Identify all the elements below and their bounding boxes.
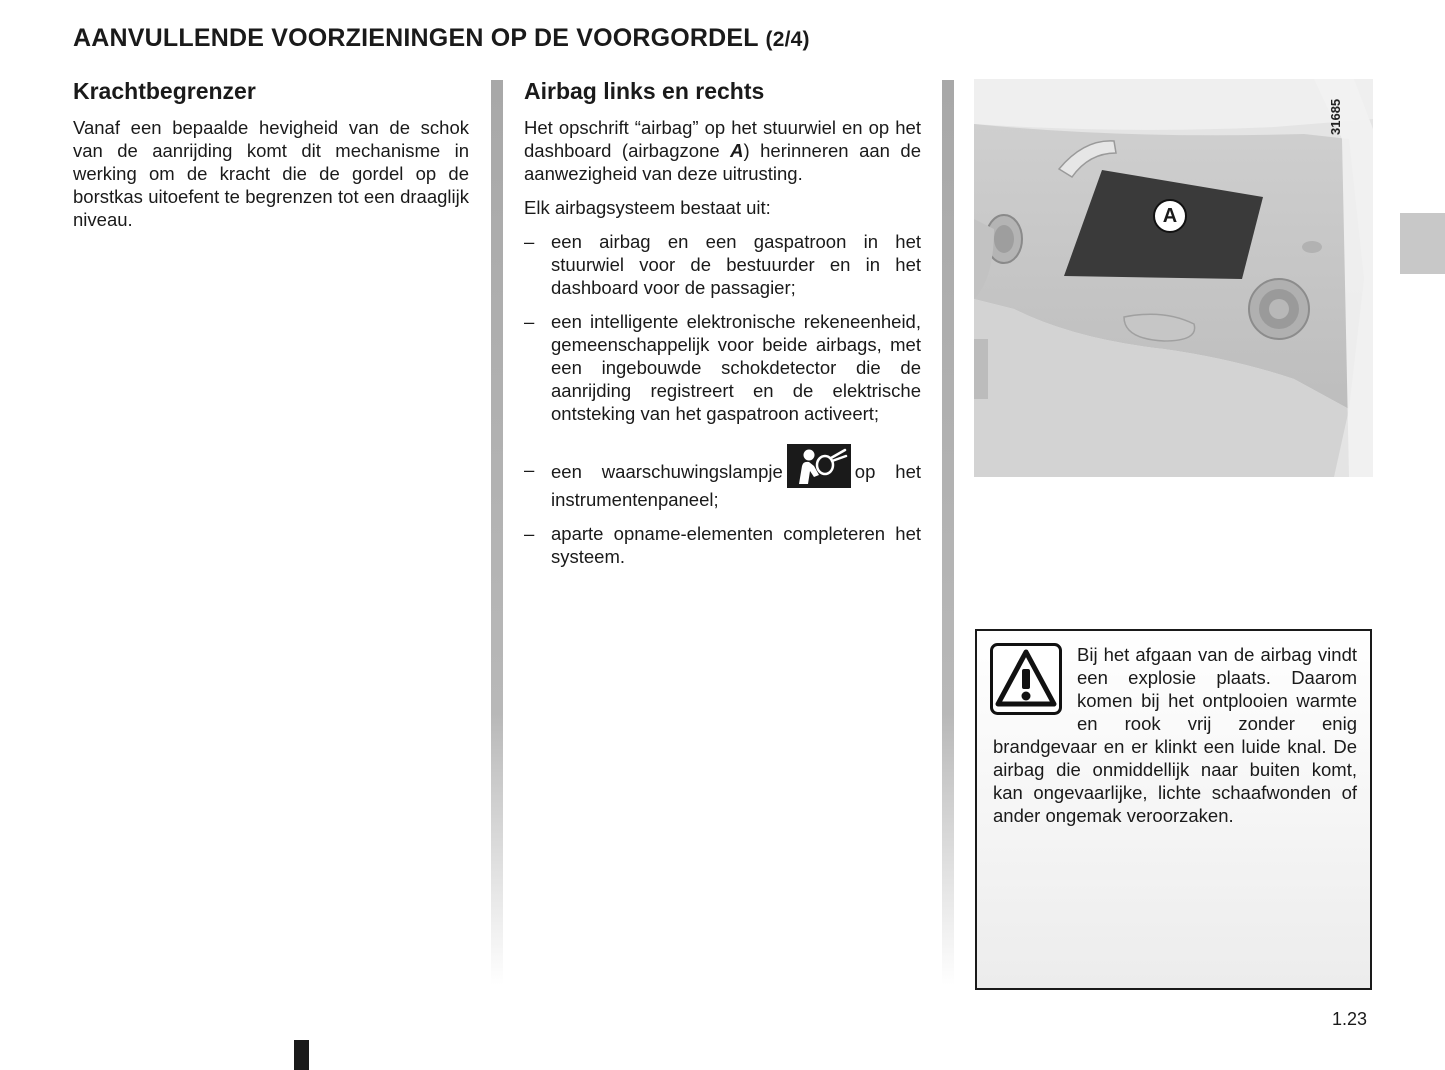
title-part: (2/4) <box>765 28 810 51</box>
warning-text: Bij het afgaan van de airbag vindt een explosie plaats. Daarom komen bij het ontplooien warmte en rook vrij zonder enig brandgevaar en er klinkt een luide knal. De airbag die onmiddellijk naar buiten komt, kan ongevaarlijke, lichte schaafwonden of ander ongemak veroorzaken. <box>993 644 1357 826</box>
zone-marker-a: A <box>1153 199 1187 233</box>
figure-reference-number: 31685 <box>1328 98 1343 135</box>
force-limiter-paragraph: Vanaf een bepaalde hevigheid van de schok van de aanrijding komt dit mechanisme in werking om de kracht die de gordel op de borstkas uitoefent te begrenzen tot een draaglijk niveau. <box>73 117 469 230</box>
list-dash: – <box>524 311 535 332</box>
list-item-text: een intelligente elektronische rekeneenheid, gemeenschappelijk voor beide airbags, met een ingebouwde schokdetector die de aanrijding registreert en de elektrische ontsteking van het gaspatroon activeert; <box>551 311 921 424</box>
warning-icon-spacer <box>993 643 1077 721</box>
page-title <box>73 24 810 53</box>
list-dash: – <box>524 231 535 252</box>
list-item <box>524 310 921 425</box>
list-item <box>524 522 921 568</box>
airbag-intro-before: Het opschrift “airbag” op het stuurwiel en op het dashboard (airbagzone <box>524 117 921 161</box>
warning-text-block <box>993 643 1357 827</box>
list-dash: – <box>524 459 535 480</box>
list-item-text-before: een waarschuwingslampje <box>551 460 783 482</box>
airbag-system-lead: Elk airbagsysteem bestaat uit: <box>524 197 771 218</box>
title-main: AANVULLENDE VOORZIENINGEN OP DE VOORGORDEL <box>73 24 759 52</box>
warning-box <box>975 629 1372 990</box>
section-force-limiter <box>73 77 469 242</box>
airbag-intro-after: ) herinneren aan de aanwezigheid van deze uitrusting. <box>524 140 921 184</box>
airbag-zone-ref: A <box>730 140 744 161</box>
list-item-text: aparte opname-elementen completeren het systeem. <box>551 523 921 567</box>
column-separator-right <box>942 80 954 985</box>
list-item-text: een airbag en een gaspatroon in het stuurwiel voor de bestuurder en in het dashboard voor de passagier; <box>551 231 921 298</box>
page-edge-marker <box>294 1040 309 1070</box>
airbag-intro-paragraph <box>524 116 921 185</box>
section-airbags <box>524 77 921 579</box>
list-dash: – <box>524 523 535 544</box>
column-separator-left <box>491 80 503 985</box>
page-number: 1.23 <box>1332 1009 1368 1029</box>
section-heading-force-limiter: Krachtbegrenzer <box>73 78 256 104</box>
chapter-tab <box>1400 213 1445 274</box>
section-heading-airbags: Airbag links en rechts <box>524 78 765 104</box>
list-item-text-after: op het instrumentenpaneel; <box>551 460 922 510</box>
list-item <box>524 230 921 299</box>
list-item <box>524 458 921 511</box>
airbag-components-list <box>524 230 921 568</box>
dashboard-illustration <box>974 79 1373 477</box>
airbag-warning-lamp-icon <box>787 444 851 488</box>
